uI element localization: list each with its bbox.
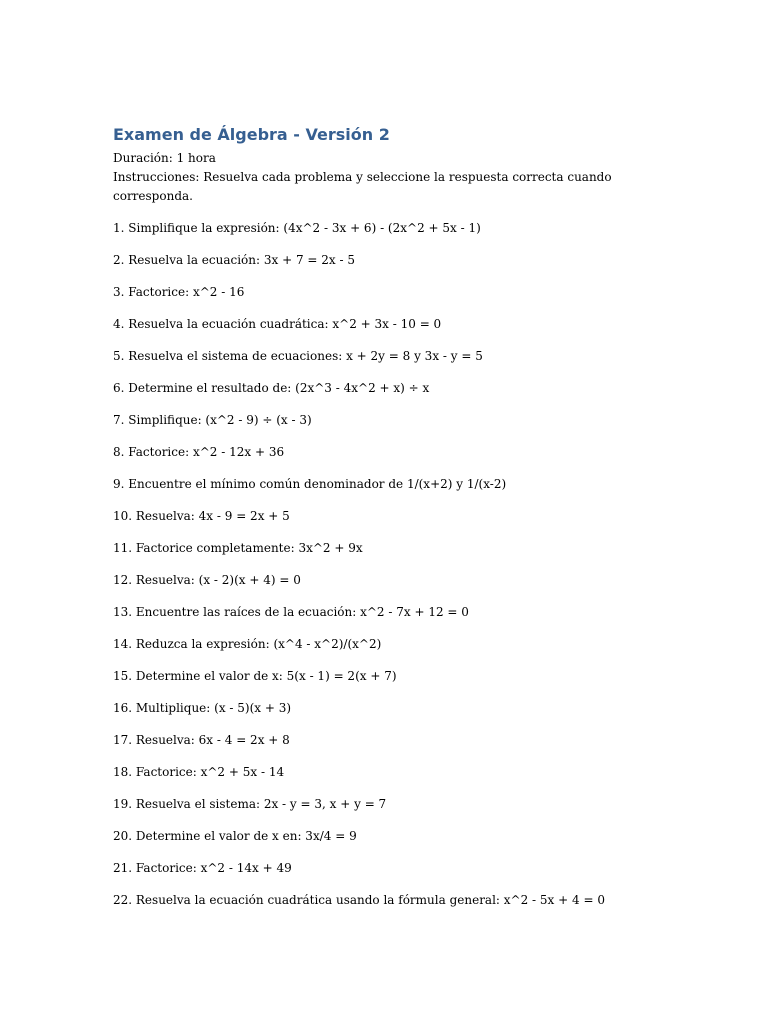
question-item: 12. Resuelva: (x - 2)(x + 4) = 0 — [113, 573, 301, 587]
question-item: 13. Encuentre las raíces de la ecuación: x^2 - 7x + 12 = 0 — [113, 605, 469, 619]
question-item: 11. Factorice completamente: 3x^2 + 9x — [113, 541, 363, 555]
question-item: 10. Resuelva: 4x - 9 = 2x + 5 — [113, 509, 290, 523]
question-item: 1. Simplifique la expresión: (4x^2 - 3x + 6) - (2x^2 + 5x - 1) — [113, 221, 481, 235]
question-item: 5. Resuelva el sistema de ecuaciones: x + 2y = 8 y 3x - y = 5 — [113, 349, 483, 363]
question-item: 20. Determine el valor de x en: 3x/4 = 9 — [113, 829, 357, 843]
question-item: 3. Factorice: x^2 - 16 — [113, 285, 245, 299]
question-item: 22. Resuelva la ecuación cuadrática usando la fórmula general: x^2 - 5x + 4 = 0 — [113, 893, 605, 907]
exam-instructions: Instrucciones: Resuelva cada problema y seleccione la respuesta correcta cuando corresponda. — [113, 170, 612, 203]
question-item: 6. Determine el resultado de: (2x^3 - 4x^2 + x) ÷ x — [113, 381, 430, 395]
exam-duration: Duración: 1 hora — [113, 151, 216, 165]
question-item: 19. Resuelva el sistema: 2x - y = 3, x + y = 7 — [113, 797, 387, 811]
question-item: 4. Resuelva la ecuación cuadrática: x^2 + 3x - 10 = 0 — [113, 317, 442, 331]
exam-document — [113, 125, 613, 923]
question-list — [113, 219, 613, 910]
question-item: 8. Factorice: x^2 - 12x + 36 — [113, 445, 285, 459]
question-item: 7. Simplifique: (x^2 - 9) ÷ (x - 3) — [113, 413, 312, 427]
question-item: 15. Determine el valor de x: 5(x - 1) = 2(x + 7) — [113, 669, 397, 683]
question-item: 14. Reduzca la expresión: (x^4 - x^2)/(x^2) — [113, 637, 382, 651]
question-item: 21. Factorice: x^2 - 14x + 49 — [113, 861, 292, 875]
question-item: 16. Multiplique: (x - 5)(x + 3) — [113, 701, 292, 715]
question-item: 18. Factorice: x^2 + 5x - 14 — [113, 765, 285, 779]
question-item: 17. Resuelva: 6x - 4 = 2x + 8 — [113, 733, 290, 747]
question-item: 2. Resuelva la ecuación: 3x + 7 = 2x - 5 — [113, 253, 355, 267]
exam-title: Examen de Álgebra - Versión 2 — [113, 125, 390, 144]
question-item: 9. Encuentre el mínimo común denominador de 1/(x+2) y 1/(x-2) — [113, 477, 507, 491]
